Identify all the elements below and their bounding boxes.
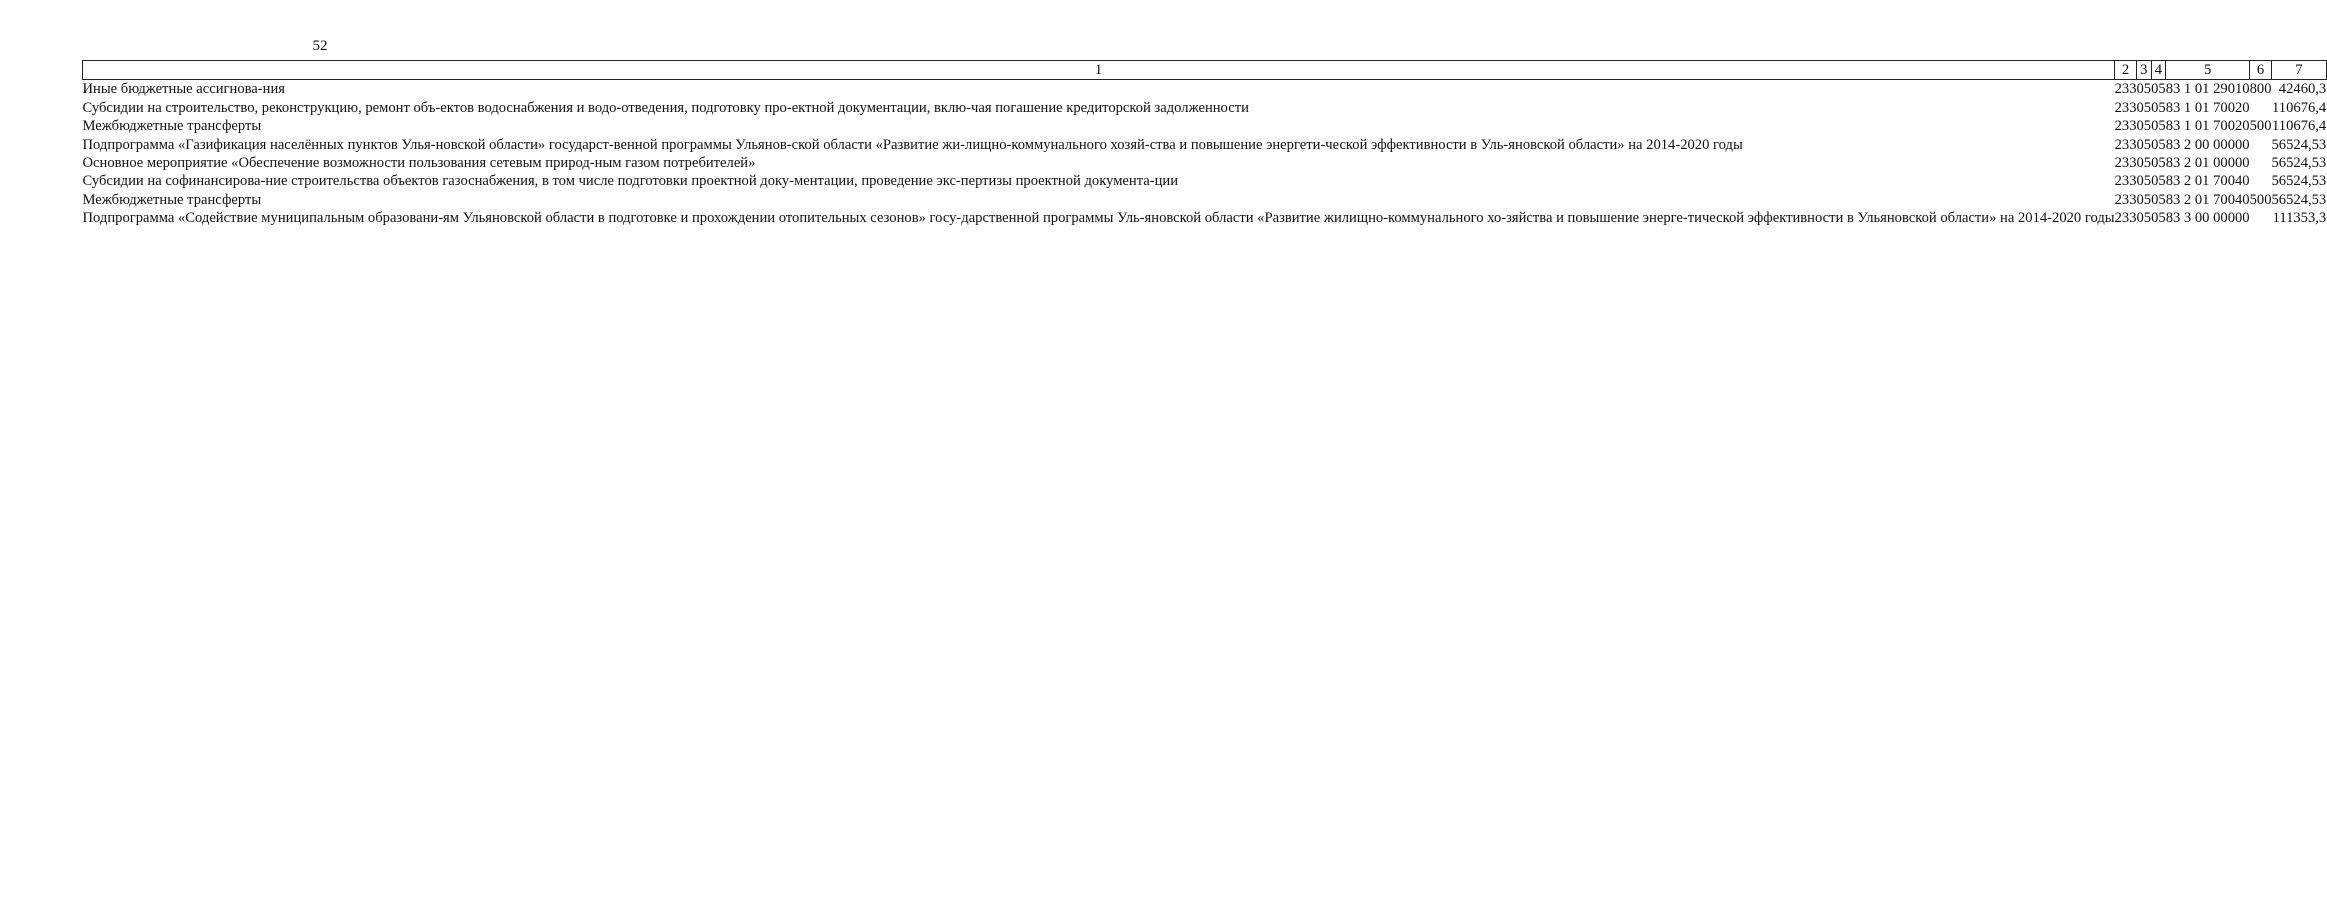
- expense-type-cell: [2250, 209, 2272, 227]
- section-cell: 05: [2136, 136, 2152, 153]
- target-article-cell: 83 1 01 70020: [2165, 118, 2250, 135]
- column-header: 1: [83, 61, 2115, 80]
- target-article-cell: 83 2 00 00000: [2165, 136, 2250, 153]
- amount-cell: 110676,4: [2272, 99, 2327, 116]
- admin-code-cell: 233: [2114, 210, 2137, 227]
- column-header: 6: [2250, 61, 2272, 80]
- target-article-cell: 83 1 01 70020: [2165, 99, 2250, 116]
- target-article-cell: 83 3 00 00000: [2165, 210, 2250, 227]
- table-row: [83, 80, 2327, 99]
- admin-code-cell: 233: [2114, 99, 2137, 116]
- row-name-cell: Субсидии на софинансирова-ние строительства объектов газоснабжения, в том числе подготовки проектной доку-ментации, проведение экс-пертизы проектной документа-ции: [82, 173, 1179, 190]
- budget-table: [82, 60, 2327, 228]
- row-name-cell: Основное мероприятие «Обеспечение возможности пользования сетевым природ-ным газом потребителей»: [82, 155, 756, 172]
- table-row: [83, 99, 2327, 117]
- amount-cell: 111353,3: [2272, 210, 2327, 227]
- target-article-cell: 83 1 01 29010: [2165, 81, 2250, 98]
- amount-cell: 42460,3: [2278, 81, 2327, 98]
- table-body: [83, 80, 2327, 228]
- section-cell: 05: [2136, 118, 2152, 135]
- target-article-cell: 83 2 01 70040: [2165, 191, 2250, 208]
- section-cell: 05: [2136, 99, 2152, 116]
- row-name-cell: Межбюджетные трансферты: [82, 118, 262, 135]
- row-name-cell: Иные бюджетные ассигнова-ния: [82, 81, 285, 98]
- section-cell: 05: [2136, 173, 2152, 190]
- admin-code-cell: 233: [2114, 81, 2137, 98]
- table-row: [83, 209, 2327, 227]
- row-name-cell: Субсидии на строительство, реконструкцию, ремонт объ-ектов водоснабжения и водо-отведения, подготовку про-ектной документации, вклю-чая погашение кредиторской задолженности: [82, 99, 1249, 116]
- expense-type-cell: [2250, 154, 2272, 172]
- section-cell: 05: [2136, 81, 2152, 98]
- table-row: [83, 154, 2327, 172]
- target-article-cell: 83 2 01 70040: [2165, 173, 2250, 190]
- subsection-cell: 05: [2151, 118, 2166, 135]
- expense-type-cell: [2250, 172, 2272, 190]
- row-name-cell: Подпрограмма «Содействие муниципальным образовани-ям Ульяновской области в подготовке и прохождении отопительных сезонов» госу-дарственной программы Уль-яновской области «Развитие жилищно-коммунального хо-зяйства и повышение энерге-тической эффективности в Ульяновской области» на 2014-2020 годы: [82, 210, 2115, 227]
- admin-code-cell: 233: [2114, 191, 2137, 208]
- amount-cell: 110676,4: [2272, 118, 2327, 135]
- amount-cell: 56524,53: [2271, 136, 2327, 153]
- admin-code-cell: 233: [2114, 155, 2137, 172]
- amount-cell: 56524,53: [2271, 191, 2327, 208]
- section-cell: 05: [2136, 155, 2152, 172]
- subsection-cell: 05: [2151, 81, 2166, 98]
- table-row: [83, 136, 2327, 154]
- subsection-cell: 05: [2151, 136, 2166, 153]
- expense-type-cell: [2250, 99, 2272, 117]
- column-header: 7: [2272, 61, 2327, 80]
- row-name-cell: Межбюджетные трансферты: [82, 191, 262, 208]
- section-cell: 05: [2136, 210, 2152, 227]
- expense-type-cell: [2250, 136, 2272, 154]
- subsection-cell: 05: [2151, 191, 2166, 208]
- target-article-cell: 83 2 01 00000: [2165, 155, 2250, 172]
- column-header: 2: [2115, 61, 2137, 80]
- column-header: 4: [2151, 61, 2166, 80]
- subsection-cell: 05: [2151, 155, 2166, 172]
- admin-code-cell: 233: [2114, 118, 2137, 135]
- admin-code-cell: 233: [2114, 173, 2137, 190]
- subsection-cell: 05: [2151, 173, 2166, 190]
- table-header: [83, 61, 2327, 80]
- table-row: [83, 191, 2327, 209]
- table-row: [83, 117, 2327, 135]
- header-row: [83, 61, 2327, 80]
- page-number: 52: [312, 38, 328, 54]
- subsection-cell: 05: [2151, 99, 2166, 116]
- expense-type-cell: 500: [2249, 191, 2272, 208]
- row-name-cell: Подпрограмма «Газификация населённых пунктов Улья-новской области» государст-венной программы Ульянов-ской области «Развитие жи-лищно-коммунального хозяй-ства и повышение энергети-ческой эффективности в Уль-яновской области» на 2014-2020 годы: [82, 136, 1743, 153]
- amount-cell: 56524,53: [2271, 173, 2327, 190]
- amount-cell: 56524,53: [2271, 155, 2327, 172]
- column-header: 5: [2166, 61, 2250, 80]
- table-row: [83, 172, 2327, 190]
- section-cell: 05: [2136, 191, 2152, 208]
- admin-code-cell: 233: [2114, 136, 2137, 153]
- expense-type-cell: 800: [2249, 81, 2272, 98]
- subsection-cell: 05: [2151, 210, 2166, 227]
- expense-type-cell: 500: [2249, 118, 2272, 135]
- column-header: 3: [2137, 61, 2152, 80]
